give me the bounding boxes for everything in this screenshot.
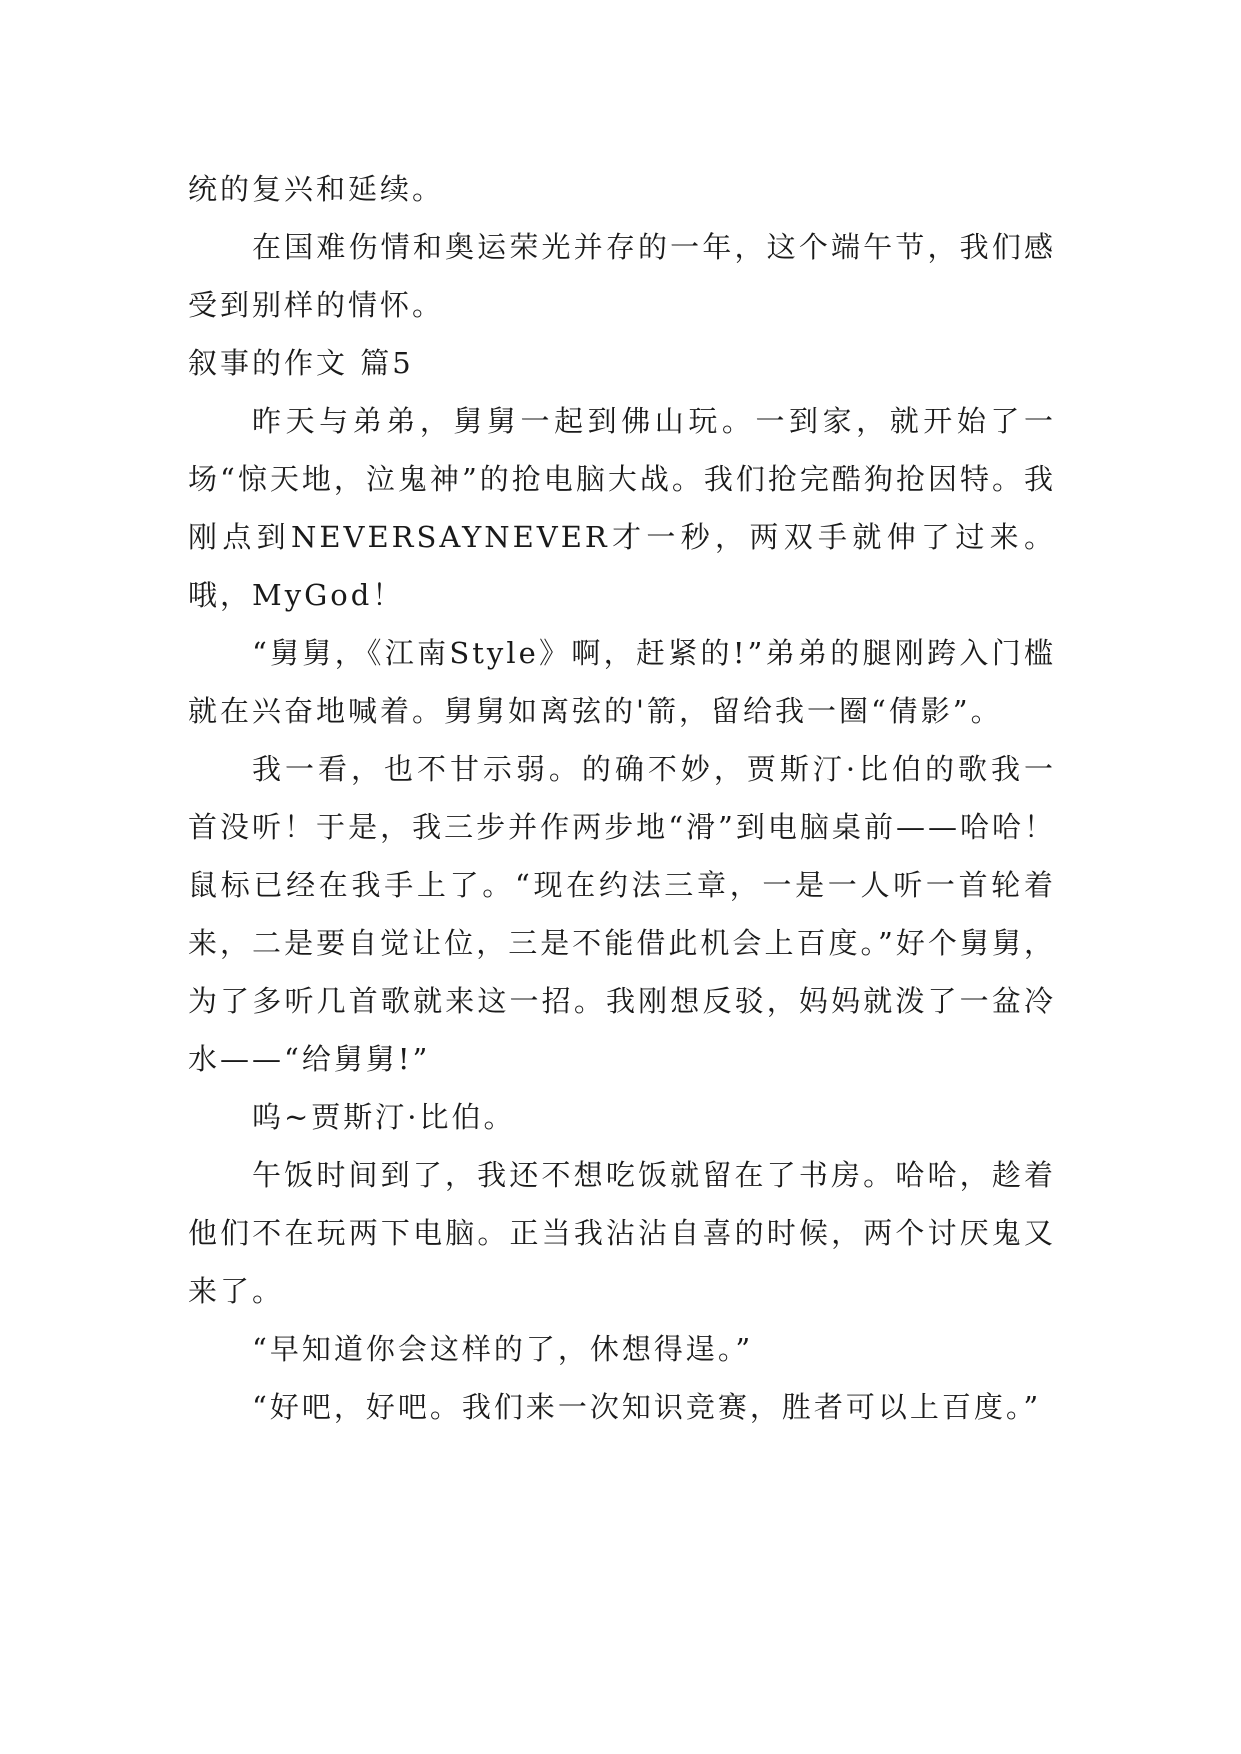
section-heading: 叙事的作文 篇5	[188, 346, 414, 380]
paragraph: 我一看，也不甘示弱。的确不妙，贾斯汀·比伯的歌我一首没听！于是，我三步并作两步地“滑”到电脑桌前——哈哈！鼠标已经在我手上了。“现在约法三章，一是一人听一首轮着来，二是要自觉让位，三是不能借此机会上百度。”好个舅舅，为了多听几首歌就来这一招。我刚想反驳，妈妈就泼了一盆冷水——“给舅舅!”	[188, 752, 1056, 1076]
paragraph: 呜~贾斯汀·比伯。	[252, 1100, 516, 1134]
paragraph: “舅舅，《江南Style》啊，赶紧的!”弟弟的腿刚跨入门槛就在兴奋地喊着。舅舅如离弦的'箭，留给我一圈“倩影”。	[188, 636, 1056, 728]
paragraph: 昨天与弟弟，舅舅一起到佛山玩。一到家，就开始了一场“惊天地，泣鬼神”的抢电脑大战。我们抢完酷狗抢因特。我刚点到NEVERSAYNEVER才一秒，两双手就伸了过来。哦，MyGod！	[188, 404, 1056, 612]
paragraph: 午饭时间到了，我还不想吃饭就留在了书房。哈哈，趁着他们不在玩两下电脑。正当我沾沾自喜的时候，两个讨厌鬼又来了。	[188, 1158, 1056, 1308]
paragraph-continuation: 统的复兴和延续。	[188, 172, 445, 206]
paragraph: “早知道你会这样的了，休想得逞。”	[252, 1332, 754, 1366]
paragraph: 在国难伤情和奥运荣光并存的一年，这个端午节，我们感受到别样的情怀。	[188, 230, 1056, 322]
paragraph: “好吧，好吧。我们来一次知识竞赛，胜者可以上百度。”	[252, 1390, 1042, 1424]
document-body	[188, 160, 1056, 1436]
